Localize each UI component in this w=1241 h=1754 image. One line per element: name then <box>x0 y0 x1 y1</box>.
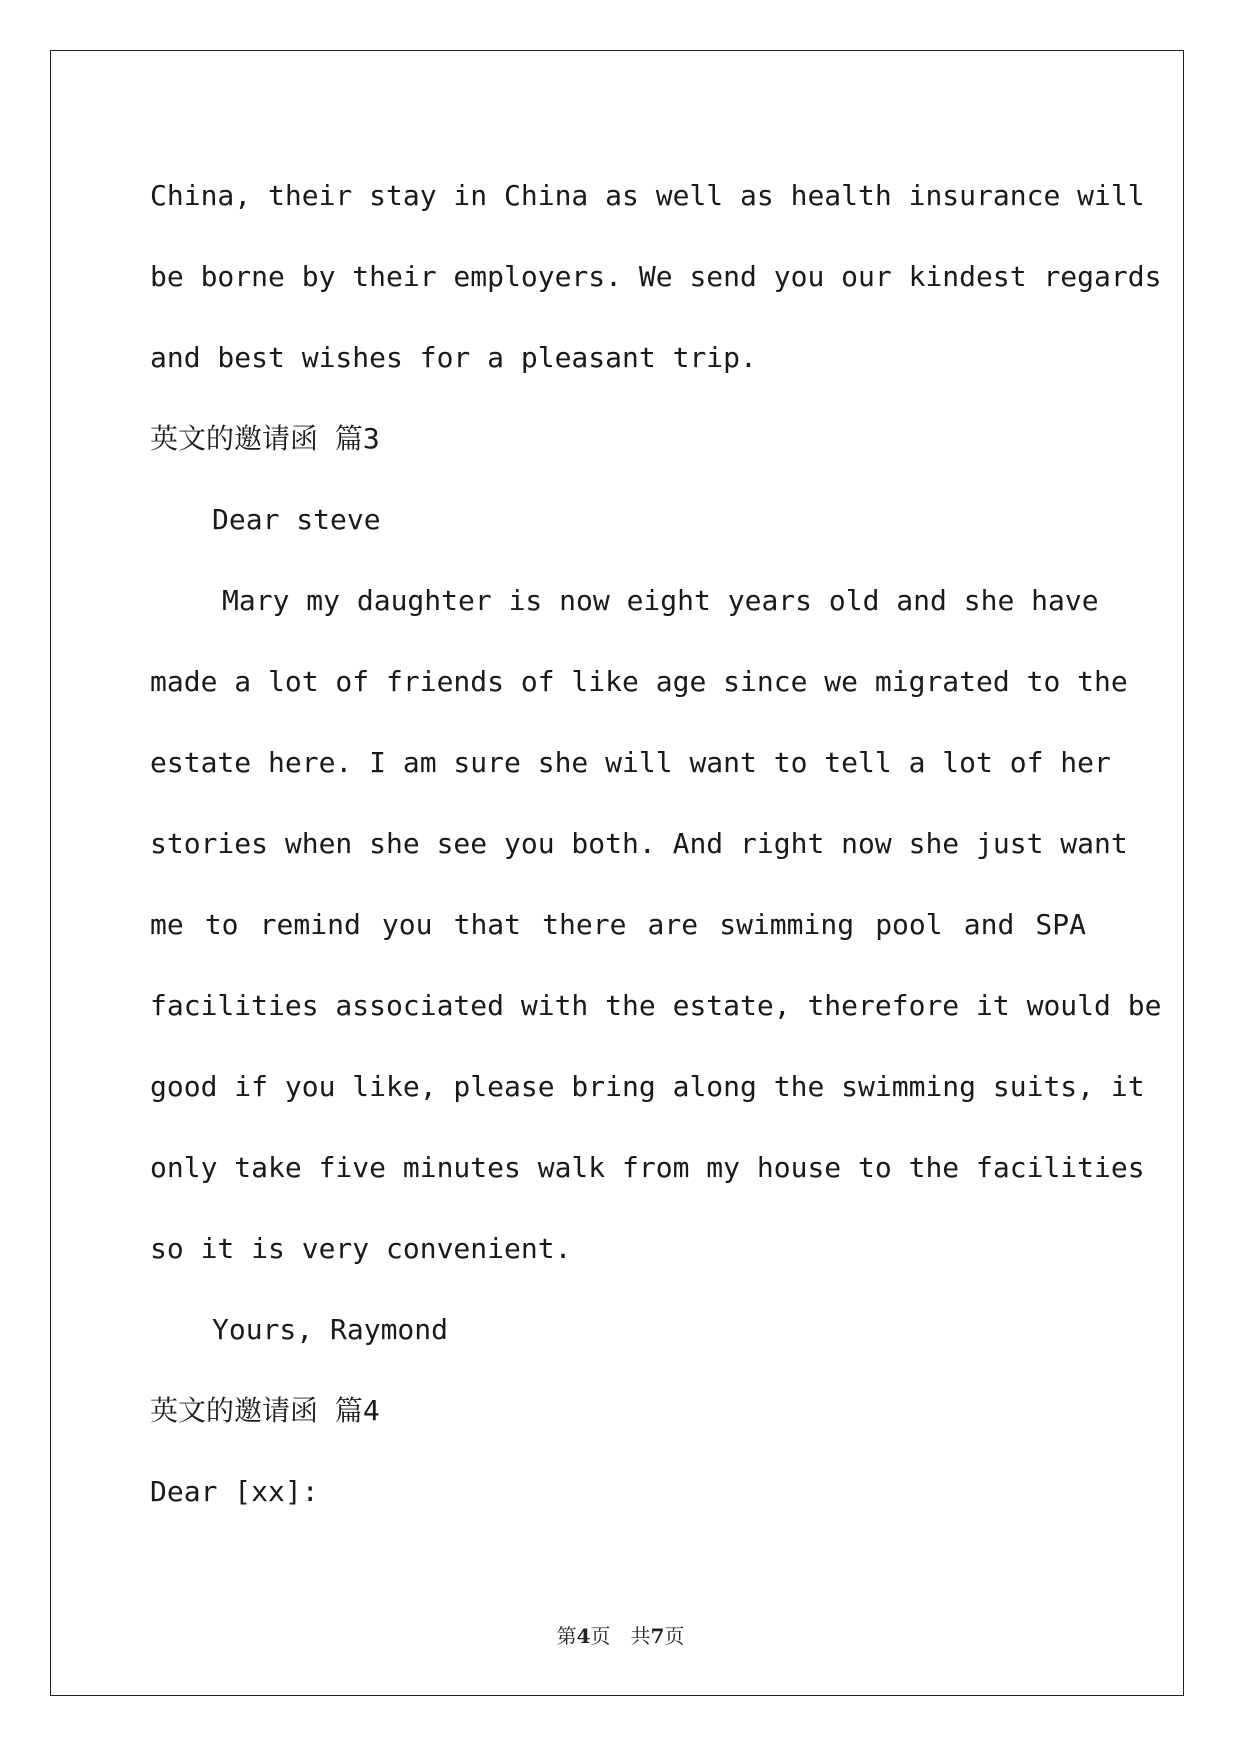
paragraph-line: good if you like, please bring along the swimming suits, it <box>150 1070 1145 1103</box>
page-current: 4 <box>576 1624 591 1648</box>
paragraph-line: China, their stay in China as well as health insurance will <box>150 179 1145 212</box>
page-mid: 页 共 <box>590 1624 651 1648</box>
paragraph-line: estate here. I am sure she will want to tell a lot of her <box>150 746 1111 779</box>
page-total: 7 <box>650 1624 665 1648</box>
paragraph-line: made a lot of friends of like age since we migrated to the <box>150 665 1128 698</box>
section-heading: 英文的邀请函 篇3 <box>150 422 380 455</box>
signature-line: Yours, Raymond <box>212 1313 449 1346</box>
section-heading: 英文的邀请函 篇4 <box>150 1394 380 1427</box>
paragraph-line: Mary my daughter is now eight years old and she have <box>222 584 1099 617</box>
paragraph-line: and best wishes for a pleasant trip. <box>150 341 757 374</box>
document-body <box>150 160 1162 1537</box>
paragraph-line: so it is very convenient. <box>150 1232 572 1265</box>
page-prefix: 第 <box>556 1624 577 1648</box>
page-number-footer <box>0 1620 1241 1649</box>
salutation: Dear steve <box>212 503 381 536</box>
paragraph-line: stories when she see you both. And right now she just want <box>150 827 1128 860</box>
paragraph-line: only take five minutes walk from my house to the facilities <box>150 1151 1145 1184</box>
paragraph-line: be borne by their employers. We send you our kindest regards <box>150 260 1162 293</box>
salutation: Dear [xx]: <box>150 1475 319 1508</box>
paragraph-line: me to remind you that there are swimming pool and SPA <box>150 908 1086 941</box>
page-suffix: 页 <box>664 1624 685 1648</box>
paragraph-line: facilities associated with the estate, therefore it would be <box>150 989 1162 1022</box>
